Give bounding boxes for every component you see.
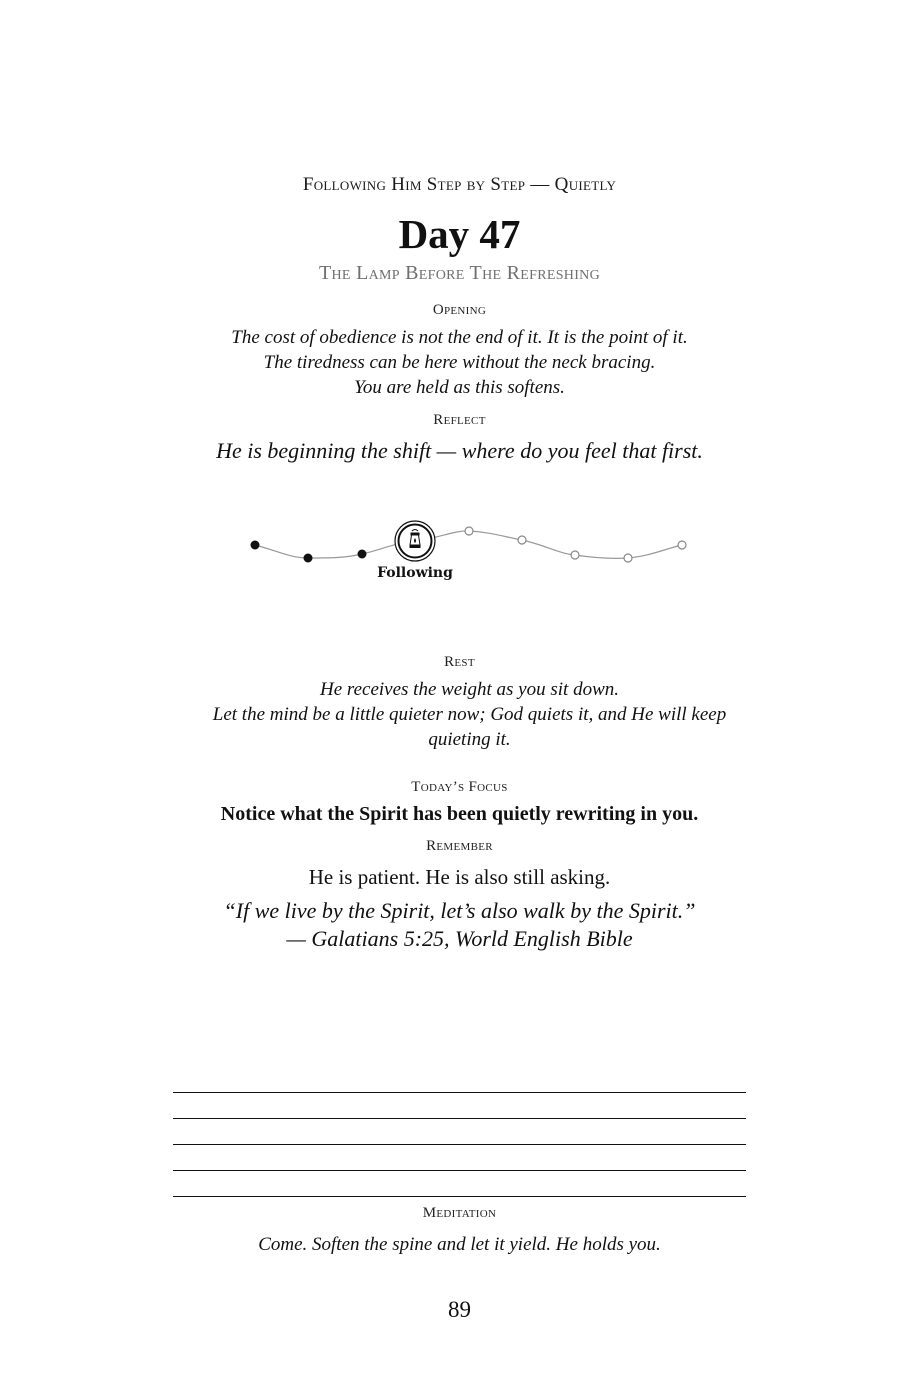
opening-line: The tiredness can be here without the neck bracing. xyxy=(263,352,656,373)
opening-label: Opening xyxy=(432,302,487,318)
page-number: 89 xyxy=(448,1297,471,1322)
series-title: Following Him Step by Step — Quietly xyxy=(302,174,617,195)
focus-text: Notice what the Spirit has been quietly rewriting in you. xyxy=(220,803,699,825)
journey-path xyxy=(0,500,919,590)
day-title: Day 47 xyxy=(398,211,521,257)
rest-line: Let the mind be a little quieter now; God quiets it, and He will keep quieting it. xyxy=(212,704,727,750)
meditation-text: Come. Soften the spine and let it yield. He holds you. xyxy=(258,1234,661,1255)
opening-text xyxy=(0,325,919,400)
focus-label: Today’s Focus xyxy=(411,779,508,795)
rest-text xyxy=(180,677,759,752)
reflect-text: He is beginning the shift — where do you feel that first. xyxy=(216,438,703,463)
journal-writing-line[interactable] xyxy=(173,1144,746,1145)
rest-label: Rest xyxy=(444,654,475,670)
rest-line: He receives the weight as you sit down. xyxy=(319,679,619,700)
opening-line: You are held as this softens. xyxy=(354,377,565,398)
current-step-label: Following xyxy=(377,565,453,581)
remember-text: He is patient. He is also still asking. xyxy=(308,865,611,889)
verse-citation: — Galatians 5:25, World English Bible xyxy=(286,926,633,951)
step-completed xyxy=(251,541,260,550)
step-completed xyxy=(304,554,313,563)
meditation-label: Meditation xyxy=(422,1205,497,1221)
step-upcoming xyxy=(678,541,686,549)
step-upcoming xyxy=(571,551,579,559)
opening-line: The cost of obedience is not the end of it. It is the point of it. xyxy=(231,327,688,348)
journal-writing-line[interactable] xyxy=(173,1170,746,1171)
step-upcoming xyxy=(518,536,526,544)
step-completed xyxy=(358,550,367,559)
reflect-label: Reflect xyxy=(433,412,486,428)
verse-text: “If we live by the Spirit, let’s also walk by the Spirit.” xyxy=(223,898,696,923)
remember-label: Remember xyxy=(426,838,493,854)
day-subtitle: The Lamp Before The Refreshing xyxy=(319,262,600,284)
step-current xyxy=(395,521,435,561)
journal-writing-line[interactable] xyxy=(173,1118,746,1119)
journal-writing-line[interactable] xyxy=(173,1196,746,1197)
scripture-quote xyxy=(0,897,919,953)
journal-writing-line[interactable] xyxy=(173,1092,746,1093)
step-upcoming xyxy=(465,527,473,535)
step-upcoming xyxy=(624,554,632,562)
